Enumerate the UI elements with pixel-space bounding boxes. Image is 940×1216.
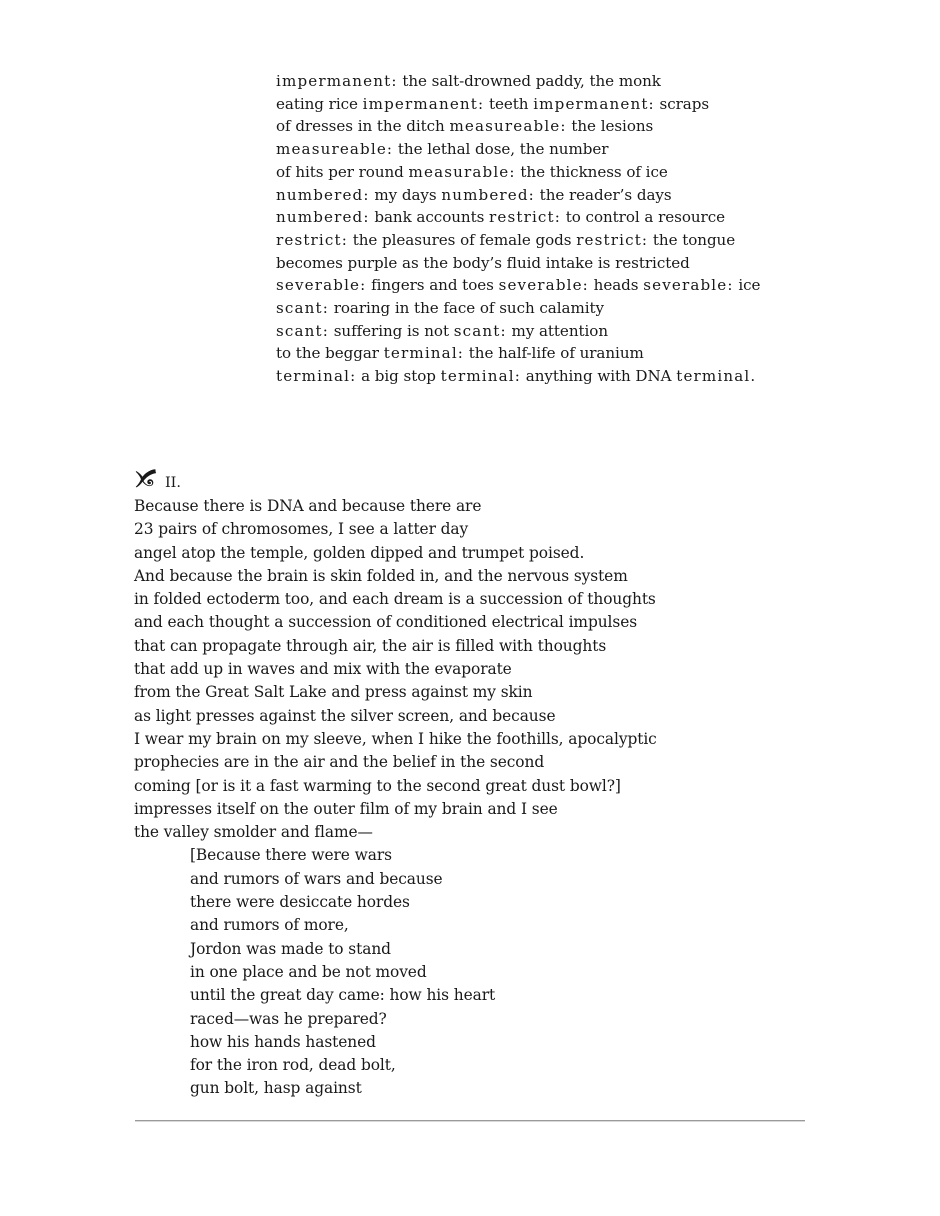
section-number: II. bbox=[165, 475, 181, 491]
verse-line: and each thought a succession of conditioned electrical impulses bbox=[134, 613, 638, 632]
verse-text: the tongue bbox=[648, 230, 736, 249]
verse-text: my days bbox=[369, 185, 442, 204]
verse-line: in one place and be not moved bbox=[190, 962, 427, 981]
verse-line bbox=[276, 70, 876, 93]
catalogue-term: restrict: bbox=[489, 208, 561, 227]
verse-text: becomes purple as the body’s fluid intake is restricted bbox=[276, 253, 690, 272]
verse-line: the valley smolder and flame— bbox=[134, 823, 373, 842]
verse-line bbox=[276, 93, 876, 116]
verse-line bbox=[276, 252, 876, 275]
verse-text: a big stop bbox=[356, 367, 441, 386]
verse-line: Because there is DNA and because there are bbox=[134, 497, 482, 515]
catalogue-term: restrict: bbox=[276, 230, 348, 249]
catalogue-term: measureable: bbox=[276, 140, 394, 159]
verse-line: raced—was he prepared? bbox=[190, 1009, 387, 1028]
catalogue-term: impermanent: bbox=[533, 94, 655, 113]
catalogue-term: terminal. bbox=[676, 367, 757, 386]
catalogue-term: severable: bbox=[643, 276, 734, 295]
verse-line bbox=[276, 115, 876, 138]
verse-line bbox=[276, 320, 876, 343]
verse-line: and rumors of more, bbox=[190, 916, 349, 935]
verse-line: coming [or is it a fast warming to the second great dust bowl?] bbox=[134, 776, 621, 795]
verse-line bbox=[276, 365, 876, 388]
verse-line: gun bolt, hasp against bbox=[190, 1079, 362, 1098]
verse-text: scraps bbox=[654, 94, 710, 113]
verse-line bbox=[276, 184, 876, 207]
section-two bbox=[134, 466, 834, 1101]
verse-line: impresses itself on the outer film of my brain and I see bbox=[134, 799, 558, 818]
verse-text: the reader’s days bbox=[534, 185, 672, 204]
verse-line: that add up in waves and mix with the evaporate bbox=[134, 660, 512, 679]
verse-text: ice bbox=[733, 276, 761, 295]
verse-text: teeth bbox=[484, 94, 534, 113]
verse-line bbox=[276, 342, 876, 365]
catalogue-term: terminal: bbox=[440, 367, 521, 386]
verse-text: the thickness of ice bbox=[515, 162, 668, 181]
verse-text: to control a resource bbox=[561, 208, 726, 227]
catalogue-term: measurable: bbox=[408, 162, 516, 181]
verse-text: suffering is not bbox=[328, 321, 454, 340]
verse-text: eating rice bbox=[276, 94, 363, 113]
verse-text: to the beggar bbox=[276, 344, 384, 363]
verse-line: there were desiccate hordes bbox=[190, 893, 410, 912]
verse-line: I wear my brain on my sleeve, when I hike the foothills, apocalyptic bbox=[134, 729, 657, 748]
verse-line bbox=[276, 161, 876, 184]
verse-line bbox=[276, 297, 876, 320]
verse-text: the salt-drowned paddy, the monk bbox=[397, 72, 661, 90]
verse-line: 23 pairs of chromosomes, I see a latter day bbox=[134, 520, 469, 539]
verse-line bbox=[276, 206, 876, 229]
stanza-one bbox=[276, 70, 876, 388]
reversed-fleuron-icon bbox=[134, 468, 158, 490]
verse-line: for the iron rod, dead bolt, bbox=[190, 1056, 396, 1075]
footer-divider bbox=[135, 1120, 805, 1122]
verse-line: as light presses against the silver screen, and because bbox=[134, 706, 556, 725]
verse-text: anything with DNA bbox=[521, 367, 677, 386]
verse-text: the lesions bbox=[566, 117, 654, 136]
verse-line bbox=[276, 138, 876, 161]
bracketed-stanza bbox=[190, 844, 834, 1100]
verse-line: that can propagate through air, the air is filled with thoughts bbox=[134, 636, 607, 655]
section-two-heading bbox=[134, 466, 834, 494]
verse-line: how his hands hastened bbox=[190, 1032, 376, 1051]
catalogue-term: severable: bbox=[498, 276, 589, 295]
verse-line: in folded ectoderm too, and each dream is a succession of thoughts bbox=[134, 590, 656, 609]
catalogue-term: scant: bbox=[276, 299, 329, 318]
catalogue-term: scant: bbox=[453, 321, 507, 340]
catalogue-term: terminal: bbox=[276, 367, 357, 386]
catalogue-term: restrict: bbox=[576, 230, 649, 249]
verse-text: fingers and toes bbox=[366, 276, 499, 295]
verse-line: Jordon was made to stand bbox=[190, 939, 391, 958]
verse-line bbox=[276, 229, 876, 252]
verse-line: until the great day came: how his heart bbox=[190, 986, 496, 1005]
catalogue-term: measureable: bbox=[449, 117, 567, 136]
catalogue-term: impermanent: bbox=[276, 72, 398, 90]
catalogue-term: numbered: bbox=[441, 185, 535, 204]
verse-text: the pleasures of female gods bbox=[347, 230, 577, 249]
verse-line bbox=[276, 274, 876, 297]
catalogue-term: severable: bbox=[276, 276, 367, 295]
catalogue-term: impermanent: bbox=[362, 94, 485, 113]
verse-line: [Because there were wars bbox=[190, 846, 392, 865]
verse-text: the half-life of uranium bbox=[464, 344, 644, 363]
verse-line: prophecies are in the air and the belief in the second bbox=[134, 753, 545, 772]
catalogue-term: terminal: bbox=[383, 344, 465, 363]
verse-text: roaring in the face of such calamity bbox=[328, 299, 605, 318]
verse-line: angel atop the temple, golden dipped and trumpet poised. bbox=[134, 543, 585, 562]
verse-line: And because the brain is skin folded in, and the nervous system bbox=[134, 566, 628, 585]
verse-line: from the Great Salt Lake and press against my skin bbox=[134, 683, 533, 702]
verse-text: the lethal dose, the number bbox=[393, 140, 609, 159]
section-two-body bbox=[134, 495, 834, 844]
verse-text: of dresses in the ditch bbox=[276, 117, 450, 136]
verse-text: heads bbox=[588, 276, 644, 295]
catalogue-term: numbered: bbox=[276, 185, 370, 204]
verse-text: bank accounts bbox=[369, 208, 490, 227]
verse-text: of hits per round bbox=[276, 162, 409, 181]
verse-line: and rumors of wars and because bbox=[190, 869, 443, 888]
verse-text: my attention bbox=[506, 321, 608, 340]
catalogue-term: scant: bbox=[276, 321, 329, 340]
catalogue-term: numbered: bbox=[276, 208, 370, 227]
